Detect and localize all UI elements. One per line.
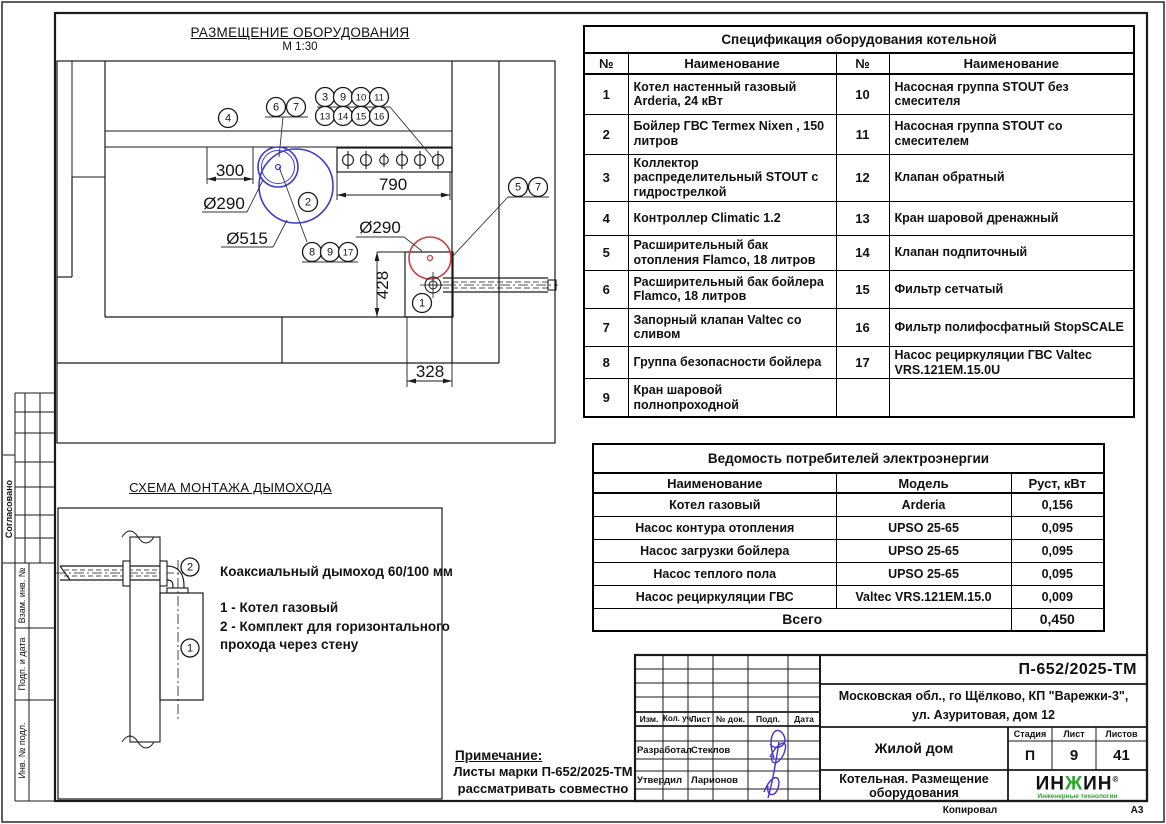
power-total-value: 0,450 <box>1011 608 1104 631</box>
stage-value: П <box>1024 747 1036 763</box>
spec-name-cell: Бойлер ГВС Termex Nixen , 150 литров <box>628 114 836 154</box>
chimney-pipe <box>56 560 192 722</box>
spec-number-cell <box>836 379 889 417</box>
spec-number-cell: 10 <box>836 74 889 114</box>
spec-name-cell: Фильтр сетчатый <box>889 270 1134 308</box>
spec-name-cell: Группа безопасности бойлера <box>628 346 836 379</box>
plan-scale: М 1:30 <box>282 41 318 53</box>
callout-number: 1 <box>186 642 194 655</box>
spec-number-cell: 12 <box>836 154 889 201</box>
wall-section <box>130 537 160 742</box>
callout-number: 13 <box>319 111 331 123</box>
spec-header-cell: № <box>584 53 628 74</box>
spec-name-cell: Клапан обратный <box>889 154 1134 201</box>
power-cell: Arderia <box>836 493 1011 516</box>
sheet-name-line-2: оборудования <box>869 786 959 800</box>
stamp-h-doc: № док. <box>715 714 746 724</box>
chimney-title: СХЕМА МОНТАЖА ДЫМОХОДА <box>129 480 332 495</box>
dim-790: 790 <box>378 175 408 194</box>
developed-label: Разработал <box>637 745 692 756</box>
stamp-h-data: Дата <box>794 714 814 724</box>
spec-name-cell: Клапан подпиточный <box>889 235 1134 270</box>
chimney-legend-1: 1 - Котел газовый <box>220 600 339 615</box>
spec-name-cell: Насосная группа STOUT без смесителя <box>889 74 1134 114</box>
side-label-podp: Подп. и дата <box>17 637 27 691</box>
flue-circle <box>409 237 451 279</box>
address-line-1: Московская обл., го Щёлково, КП "Варежки-3", <box>838 689 1129 703</box>
approved-label: Утвердил <box>637 775 683 786</box>
side-label-vzam: Взам. инв. № <box>17 567 27 624</box>
power-total-row <box>593 608 1104 631</box>
spec-header-cell: № <box>836 53 889 74</box>
note-line-2: рассматривать совместно <box>457 781 629 796</box>
stage-label: Стадия <box>1013 729 1047 739</box>
object-name: Жилой дом <box>874 740 954 756</box>
power-cell: UPSO 25-65 <box>836 516 1011 539</box>
spec-name-cell: Коллектор распределительный STOUT с гидрострелкой <box>628 154 836 201</box>
power-cell: Valtec VRS.121EM.15.0 <box>836 585 1011 608</box>
format-label: А3 <box>1130 805 1144 816</box>
spec-row <box>584 154 1134 201</box>
callout-number: 4 <box>224 112 232 125</box>
spec-row <box>584 346 1134 379</box>
chimney-legend-2: 2 - Комплект для горизонтального <box>220 619 450 634</box>
spec-row <box>584 235 1134 270</box>
list-label: Лист <box>1063 729 1085 739</box>
callout-number: 6 <box>272 101 280 114</box>
dim-d290-flue: Ø290 <box>359 218 401 237</box>
spec-name-cell: Насос рециркуляции ГВС Valtec VRS.121EM.15.0U <box>889 346 1134 379</box>
spec-name-cell: Расширительный бак бойлера Flamco, 18 литров <box>628 270 836 308</box>
side-label-inv: Инв. № подл. <box>17 722 27 779</box>
spec-header-cell: Наименование <box>628 53 836 74</box>
copied-label: Копировал <box>942 805 998 816</box>
callout-number: 15 <box>355 111 367 123</box>
power-cell: 0,009 <box>1011 585 1104 608</box>
spec-number-cell: 1 <box>584 74 628 114</box>
power-cell: Котел газовый <box>593 493 836 516</box>
dim-d290-collector: Ø290 <box>203 194 245 213</box>
spec-name-cell: Фильтр полифосфатный StopSCALE <box>889 308 1134 346</box>
chimney-drawing <box>56 508 453 799</box>
spec-name-cell: Кран шаровой полнопроходной <box>628 379 836 417</box>
left-frame-grid <box>3 393 55 801</box>
spec-number-cell: 13 <box>836 201 889 235</box>
power-cell: 0,095 <box>1011 539 1104 562</box>
logo-text: ИНЖИН® <box>1035 773 1120 795</box>
power-cell: 0,095 <box>1011 516 1104 539</box>
chimney-pipe-label: Коаксиальный дымоход 60/100 мм <box>220 564 453 579</box>
power-cell: UPSO 25-65 <box>836 562 1011 585</box>
spec-number-cell: 3 <box>584 154 628 201</box>
callout-number: 10 <box>355 92 367 104</box>
spec-row <box>584 379 1134 417</box>
spec-name-cell: Котел настенный газовый Arderia, 24 кВт <box>628 74 836 114</box>
spec-row <box>584 201 1134 235</box>
spec-number-cell: 16 <box>836 308 889 346</box>
dim-d515: Ø515 <box>226 229 268 248</box>
callout-number: 2 <box>186 561 194 574</box>
power-row <box>593 562 1104 585</box>
power-row <box>593 516 1104 539</box>
dim-428: 428 <box>373 270 392 300</box>
power-header-cell: Наименование <box>593 473 836 493</box>
callout-number: 3 <box>321 91 329 104</box>
callout-number: 7 <box>292 101 300 114</box>
spec-number-cell: 17 <box>836 346 889 379</box>
callout-number: 9 <box>326 246 334 259</box>
note-block <box>433 748 653 797</box>
list-value: 9 <box>1069 747 1079 764</box>
spec-name-cell: Расширительный бак отопления Flamco, 18 литров <box>628 235 836 270</box>
spec-number-cell: 2 <box>584 114 628 154</box>
spec-number-cell: 14 <box>836 235 889 270</box>
spec-header-cell: Наименование <box>889 53 1134 74</box>
power-cell: Насос рециркуляции ГВС <box>593 585 836 608</box>
sheet-name-line-1: Котельная. Размещение <box>839 772 989 786</box>
address-line-2: ул. Азуритовая, дом 12 <box>911 708 1056 722</box>
plan-drawing <box>57 61 558 443</box>
power-cell: 0,095 <box>1011 562 1104 585</box>
power-header-cell: Руст, кВт <box>1011 473 1104 493</box>
spec-name-cell: Кран шаровой дренажный <box>889 201 1134 235</box>
power-row <box>593 539 1104 562</box>
callout-number: 17 <box>342 247 354 259</box>
spec-number-cell: 6 <box>584 270 628 308</box>
callout-number: 1 <box>418 297 426 310</box>
spec-name-cell: Контроллер Climatic 1.2 <box>628 201 836 235</box>
spec-name-cell: Запорный клапан Valtec со сливом <box>628 308 836 346</box>
callout-number: 11 <box>374 92 384 104</box>
power-table-title: Ведомость потребителей электроэнергии <box>593 444 1104 473</box>
note-title: Примечание: <box>455 748 543 763</box>
spec-name-cell: Насосная группа STOUT со смесителем <box>889 114 1134 154</box>
callout-number: 16 <box>373 111 385 123</box>
power-cell: 0,156 <box>1011 493 1104 516</box>
logo-subtitle: Инженерные технологии <box>1037 793 1118 801</box>
spec-table-title: Спецификация оборудования котельной <box>584 26 1134 53</box>
chimney-legend-3: прохода через стену <box>220 637 359 652</box>
power-header-cell: Модель <box>836 473 1011 493</box>
doc-number: П-652/2025-ТМ <box>1018 661 1137 678</box>
stamp-h-kol: Кол. уч. <box>663 714 694 723</box>
spec-number-cell: 7 <box>584 308 628 346</box>
side-label-agreed: Согласовано <box>4 479 14 539</box>
note-line-1: Листы марки П-652/2025-ТМ <box>453 764 633 779</box>
spec-name-cell <box>889 379 1134 417</box>
spec-number-cell: 9 <box>584 379 628 417</box>
spec-row <box>584 74 1134 114</box>
power-total-label: Всего <box>593 608 1011 631</box>
chimney-callouts <box>181 558 199 657</box>
stamp-h-list: Лист <box>690 714 711 724</box>
stamp-h-podp: Подп. <box>755 714 781 724</box>
spec-table <box>583 25 1135 418</box>
spec-row <box>584 308 1134 346</box>
spec-number-cell: 4 <box>584 201 628 235</box>
company-logo <box>1008 770 1147 801</box>
power-row <box>593 585 1104 608</box>
callout-number: 7 <box>534 181 542 194</box>
spec-row <box>584 270 1134 308</box>
power-cell: UPSO 25-65 <box>836 539 1011 562</box>
spec-number-cell: 5 <box>584 235 628 270</box>
spec-row <box>584 114 1134 154</box>
developed-name: Стеклов <box>691 745 731 756</box>
address-block <box>822 687 1145 725</box>
plan-title: РАЗМЕЩЕНИЕ ОБОРУДОВАНИЯ <box>190 25 410 40</box>
sheet-name <box>820 772 1008 800</box>
approved-name: Ларионов <box>691 775 739 786</box>
spec-number-cell: 15 <box>836 270 889 308</box>
dim-328: 328 <box>415 362 445 381</box>
spec-number-cell: 11 <box>836 114 889 154</box>
callout-number: 9 <box>339 91 347 104</box>
plan-dimensions <box>207 147 452 387</box>
power-table <box>592 443 1105 632</box>
callout-number: 8 <box>308 246 316 259</box>
lists-value: 41 <box>1113 747 1130 764</box>
power-cell: Насос контура отопления <box>593 516 836 539</box>
spec-number-cell: 8 <box>584 346 628 379</box>
collector <box>337 148 452 172</box>
power-row <box>593 493 1104 516</box>
dim-300: 300 <box>215 161 245 180</box>
stamp-h-izm: Изм. <box>639 714 659 724</box>
power-cell: Насос теплого пола <box>593 562 836 585</box>
callout-number: 14 <box>337 111 349 123</box>
power-cell: Насос загрузки бойлера <box>593 539 836 562</box>
lists-label: Листов <box>1105 729 1138 739</box>
callout-number: 2 <box>304 196 312 209</box>
callout-number: 5 <box>514 181 522 194</box>
